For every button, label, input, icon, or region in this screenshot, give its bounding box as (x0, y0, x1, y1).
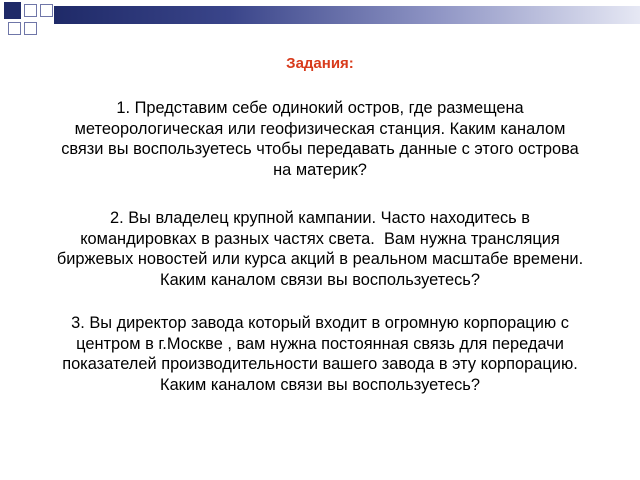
slide-title: Задания: (286, 55, 354, 72)
task-2-line: биржевых новостей или курса акций в реальном масштабе времени. (56, 250, 584, 268)
task-3-line: 3. Вы директор завода который входит в огромную корпорацию с (71, 314, 569, 332)
task-3-line: центром в г.Москве , вам нужна постоянная связь для передачи (76, 334, 564, 353)
task-1-line: связи вы воспользуетесь чтобы передавать данные с этого острова (61, 140, 579, 158)
task-2-line: 2. Вы владелец крупной кампании. Часто находитесь в (109, 209, 530, 227)
task-1-line: 1. Представим себе одинокий остров, где размещена (116, 99, 524, 117)
decor-square (4, 2, 21, 19)
task-3 (22, 313, 618, 395)
decor-square (8, 22, 21, 35)
task-2 (22, 208, 618, 290)
decor-square (24, 22, 37, 35)
decor-square (24, 4, 37, 17)
task-1 (22, 98, 618, 180)
task-2-line: командировках в разных частях света. Вам нужна трансляция (80, 229, 560, 248)
task-3-line: Каким каналом связи вы воспользуетесь? (160, 375, 480, 394)
task-1-line: на материк? (273, 160, 367, 179)
header-gradient-bar (54, 6, 640, 24)
task-1-line: метеорологическая или геофизическая станция. Каким каналом (74, 119, 566, 138)
task-3-line: показателей производительности вашего завода в эту корпорацию. (62, 355, 578, 373)
decor-square (40, 4, 53, 17)
task-2-line: Каким каналом связи вы воспользуетесь? (160, 270, 480, 289)
